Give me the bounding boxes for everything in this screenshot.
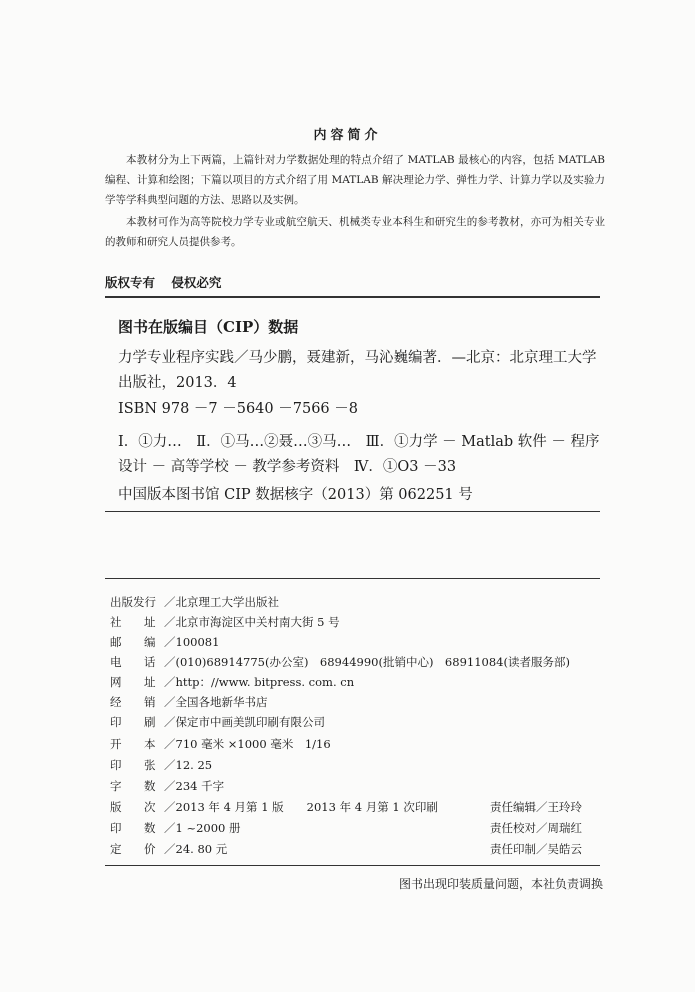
pub-label: 邮 xyxy=(110,635,122,649)
pub-label-2: 本 xyxy=(144,737,156,751)
pub-value: ／全国各地新华书店 xyxy=(164,695,268,709)
cip-book-info: 力学专业程序实践／马少鹏，聂建新，马沁巍编著．—北京：北京理工大学出版社，2013．4 xyxy=(118,350,597,391)
publishing-row xyxy=(110,654,570,674)
pub-value: ／2013 年 4 月第 1 版 2013 年 4 月第 1 次印刷 xyxy=(164,800,438,814)
responsible-proofreader: 责任校对／周瑞红 xyxy=(490,821,582,835)
pub-label: 印 xyxy=(110,715,122,729)
publishing-row xyxy=(110,614,340,634)
pub-value: ／100081 xyxy=(164,635,220,649)
responsible-editor: 责任编辑／王玲玲 xyxy=(490,800,582,814)
quality-notice: 图书出现印装质量问题，本社负责调换 xyxy=(398,877,603,891)
divider-top xyxy=(105,296,600,298)
pub-label-2: 址 xyxy=(144,675,156,689)
pub-label: 定 xyxy=(110,842,122,856)
pub-label-2: 销 xyxy=(144,695,156,709)
pub-label: 网 xyxy=(110,675,122,689)
pub-value: ／12. 25 xyxy=(164,758,213,772)
publishing-row xyxy=(110,634,219,654)
pub-value: ／北京市海淀区中关村南大街 5 号 xyxy=(164,615,340,629)
pub-label: 印 xyxy=(110,758,122,772)
pub-value: ／北京理工大学出版社 xyxy=(164,595,279,609)
pub-label: 社 xyxy=(110,615,122,629)
cip-title: 图书在版编目（CIP）数据 xyxy=(118,318,299,336)
pub-label: 出版发行 xyxy=(110,595,156,609)
pub-value: ／保定市中画美凯印刷有限公司 xyxy=(164,715,325,729)
summary-paragraph-1 xyxy=(105,150,605,210)
divider-publishing-top xyxy=(105,578,600,579)
pub-label-2: 话 xyxy=(144,655,156,669)
pub-label: 电 xyxy=(110,655,122,669)
publishing-row xyxy=(110,736,331,756)
summary-paragraph-2 xyxy=(105,212,605,252)
publishing-row xyxy=(110,674,354,694)
copyright-notice xyxy=(105,273,233,291)
pub-label-2: 次 xyxy=(144,800,156,814)
pub-label-2: 价 xyxy=(144,842,156,856)
cip-classification: Ⅰ．①力… Ⅱ．①马…②聂…③马… Ⅲ．①力学 － Matlab 软件 － 程序设计 － 高等学校 － 教学参考资料 Ⅳ．①O3 －33 xyxy=(118,434,600,475)
publishing-row xyxy=(110,714,325,734)
copyright-right: 侵权必究 xyxy=(171,275,222,290)
pub-label-2: 数 xyxy=(144,779,156,793)
summary-title: 内容简介 xyxy=(313,128,382,143)
cip-isbn: ISBN 978 －7 －5640 －7566 －8 xyxy=(118,401,358,417)
pub-label: 版 xyxy=(110,800,122,814)
pub-label-2: 刷 xyxy=(144,715,156,729)
publishing-row xyxy=(110,694,268,714)
pub-value: ／710 毫米 ×1000 毫米 1/16 xyxy=(164,737,331,751)
summary-text-2: 本教材可作为高等院校力学专业或航空航天、机械类专业本科生和研究生的参考教材，亦可为相关专业的教师和研究人员提供参考。 xyxy=(105,216,605,248)
summary-text-1: 本教材分为上下两篇，上篇针对力学数据处理的特点介绍了 MATLAB 最核心的内容，包括 MATLAB 编程、计算和绘图；下篇以项目的方式介绍了用 MATLAB 解决理论力学、弹性力学、计算力学以及实验力学等学科典型问题的方法、思路以及实例。 xyxy=(105,154,605,206)
publishing-row xyxy=(110,778,224,798)
pub-label-2: 编 xyxy=(144,635,156,649)
pub-label-2: 址 xyxy=(144,615,156,629)
responsible-printing: 责任印制／吴皓云 xyxy=(490,842,582,856)
cip-library-number: 中国版本图书馆 CIP 数据核字（2013）第 062251 号 xyxy=(118,487,473,503)
publishing-row xyxy=(110,594,279,614)
pub-label: 经 xyxy=(110,695,122,709)
publishing-row xyxy=(110,820,582,840)
pub-label-2: 数 xyxy=(144,821,156,835)
pub-value: ／234 千字 xyxy=(164,779,225,793)
pub-value: ／http：//www. bitpress. com. cn xyxy=(164,675,355,689)
divider-publishing-bottom xyxy=(105,865,600,866)
publishing-row xyxy=(110,799,582,819)
publishing-row xyxy=(110,841,582,861)
pub-label: 开 xyxy=(110,737,122,751)
pub-label: 印 xyxy=(110,821,122,835)
pub-value: ／(010)68914775(办公室) 68944990(批销中心) 68911084(读者服务部) xyxy=(164,655,570,669)
pub-label: 字 xyxy=(110,779,122,793)
divider-cip-bottom xyxy=(105,511,600,512)
copyright-left: 版权专有 xyxy=(105,275,156,290)
pub-value: ／1 ~2000 册 xyxy=(164,821,241,835)
pub-value: ／24. 80 元 xyxy=(164,842,228,856)
pub-label-2: 张 xyxy=(144,758,156,772)
publishing-row xyxy=(110,757,212,777)
